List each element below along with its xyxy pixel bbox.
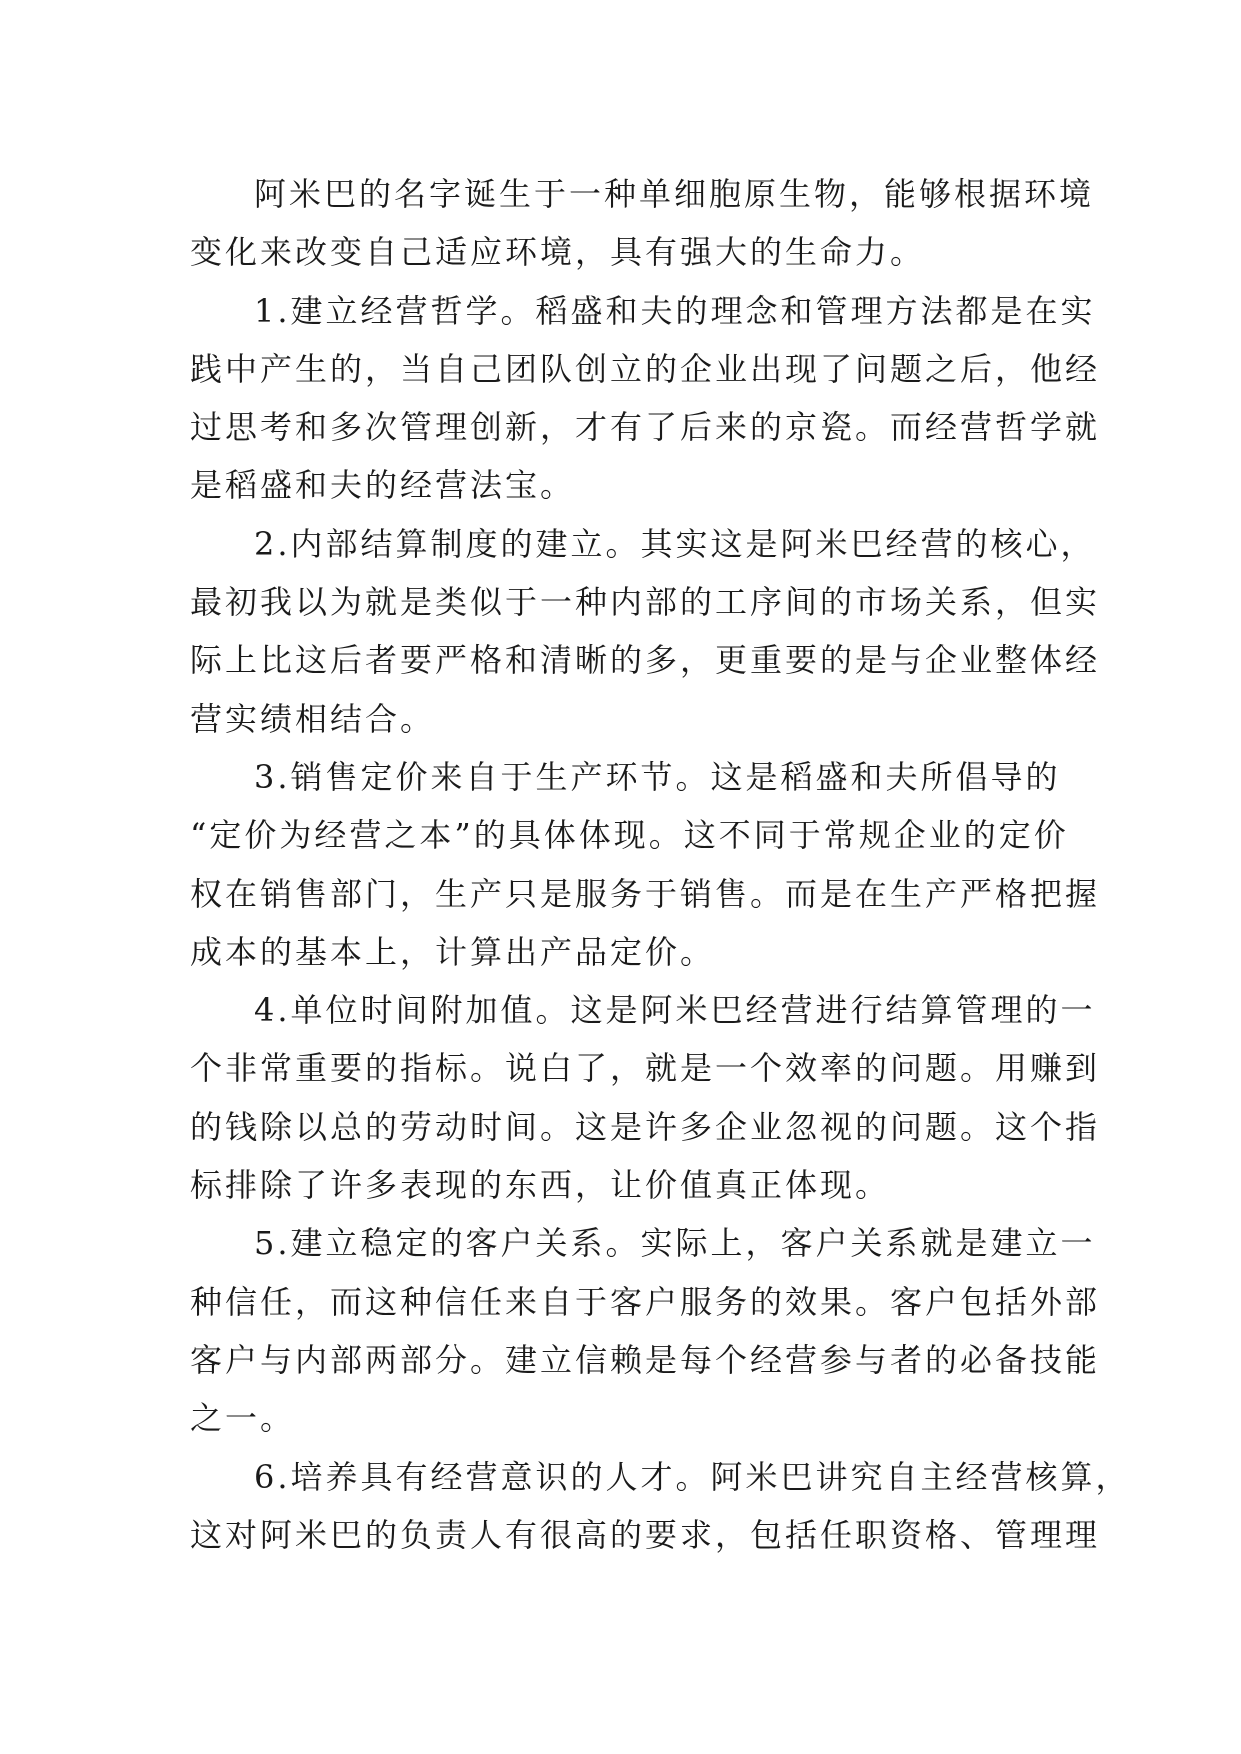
text-line: 的钱除以总的劳动时间。这是许多企业忽视的问题。这个指 — [190, 1107, 1101, 1146]
text-line: 之一。 — [190, 1399, 296, 1438]
text-line: 权在销售部门，生产只是服务于销售。而是在生产严格把握 — [190, 874, 1101, 913]
text-line: 际上比这后者要严格和清晰的多，更重要的是与企业整体经 — [190, 641, 1101, 680]
document-body — [190, 165, 1131, 1564]
paragraph-item-3 — [190, 748, 1101, 981]
text-line: 4.单位时间附加值。这是阿米巴经营进行结算管理的一 — [254, 991, 1096, 1030]
text-line: 种信任，而这种信任来自于客户服务的效果。客户包括外部 — [190, 1282, 1101, 1321]
text-line: 这对阿米巴的负责人有很高的要求，包括任职资格、管理理 — [190, 1515, 1101, 1554]
text-line: 1.建立经营哲学。稻盛和夫的理念和管理方法都是在实 — [254, 291, 1096, 330]
paragraph-item-2 — [190, 515, 1101, 748]
text-line: 践中产生的，当自己团队创立的企业出现了问题之后，他经 — [190, 349, 1101, 388]
text-line: 2.内部结算制度的建立。其实这是阿米巴经营的核心， — [254, 524, 1096, 563]
text-line: 个非常重要的指标。说白了，就是一个效率的问题。用赚到 — [190, 1049, 1101, 1088]
paragraph-item-4 — [190, 981, 1101, 1214]
text-line: 变化来改变自己适应环境，具有强大的生命力。 — [190, 233, 926, 272]
text-line: 5.建立稳定的客户关系。实际上，客户关系就是建立一 — [254, 1224, 1096, 1263]
paragraph-item-1 — [190, 282, 1101, 515]
paragraph-item-6 — [190, 1448, 1131, 1565]
text-line: 3.销售定价来自于生产环节。这是稻盛和夫所倡导的 — [254, 757, 1061, 796]
text-line: 成本的基本上，计算出产品定价。 — [190, 932, 716, 971]
text-line: 最初我以为就是类似于一种内部的工序间的市场关系，但实 — [190, 583, 1101, 622]
text-line: 营实绩相结合。 — [190, 699, 436, 738]
text-line: “定价为经营之本”的具体体现。这不同于常规企业的定价 — [190, 816, 1069, 855]
text-line: 客户与内部两部分。建立信赖是每个经营参与者的必备技能 — [190, 1340, 1101, 1379]
text-line: 是稻盛和夫的经营法宝。 — [190, 466, 576, 505]
paragraph-item-5 — [190, 1214, 1101, 1447]
text-line: 过思考和多次管理创新，才有了后来的京瓷。而经营哲学就 — [190, 408, 1101, 447]
text-line: 阿米巴的名字诞生于一种单细胞原生物，能够根据环境 — [254, 175, 1095, 213]
text-line: 6.培养具有经营意识的人才。阿米巴讲究自主经营核算， — [254, 1457, 1131, 1496]
paragraph-intro — [190, 165, 1095, 282]
text-line: 标排除了许多表现的东西，让价值真正体现。 — [190, 1166, 891, 1205]
